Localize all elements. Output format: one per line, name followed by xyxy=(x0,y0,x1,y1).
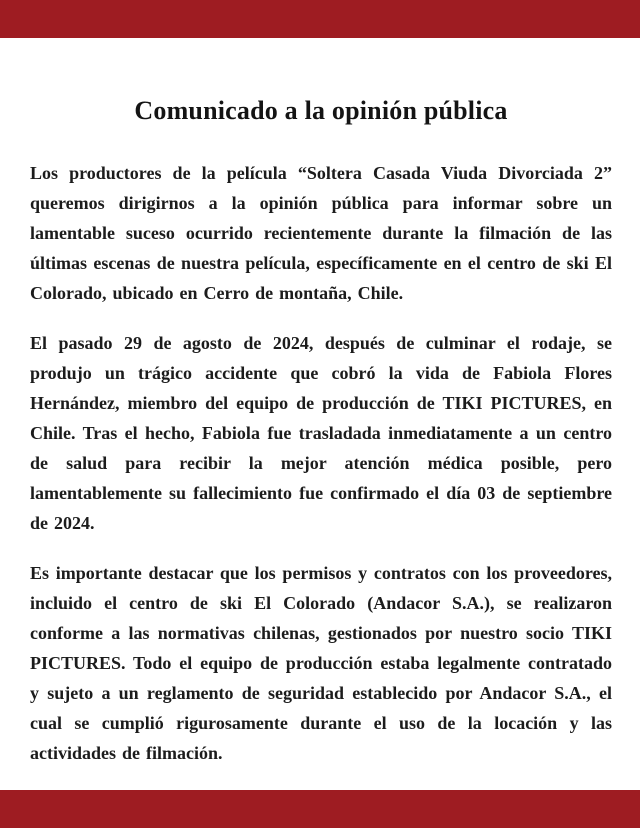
statement-document xyxy=(30,38,612,768)
top-red-banner xyxy=(0,0,640,38)
bottom-red-banner xyxy=(0,790,640,828)
paragraph-accident-details: El pasado 29 de agosto de 2024, después de culminar el rodaje, se produjo un trágico accidente que cobró la vida de Fabiola Flores Hernández, miembro del equipo de producción de TIKI PICTURES, en Chile. Tras el hecho, Fabiola fue trasladada inmediatamente a un centro de salud para recibir la mejor atención médica posible, pero lamentablemente su fallecimiento fue confirmado el día 03 de septiembre de 2024. xyxy=(30,333,612,533)
paragraph-incident-intro: Los productores de la película “Soltera Casada Viuda Divorciada 2” queremos dirigirnos a la opinión pública para informar sobre un lamentable suceso ocurrido recientemente durante la filmación de las últimas escenas de nuestra película, específicamente en el centro de ski El Colorado, ubicado en Cerro de montaña, Chile. xyxy=(30,163,612,303)
document-body xyxy=(30,158,612,768)
paragraph-permits-contracts: Es importante destacar que los permisos y contratos con los proveedores, incluido el centro de ski El Colorado (Andacor S.A.), se realizaron conforme a las normativas chilenas, gestionados por nuestro socio TIKI PICTURES. Todo el equipo de producción estaba legalmente contratado y sujeto a un reglamento de seguridad establecido por Andacor S.A., el cual se cumplió rigurosamente durante el uso de la locación y las actividades de filmación. xyxy=(30,563,612,763)
document-title: Comunicado a la opinión pública xyxy=(134,96,508,125)
